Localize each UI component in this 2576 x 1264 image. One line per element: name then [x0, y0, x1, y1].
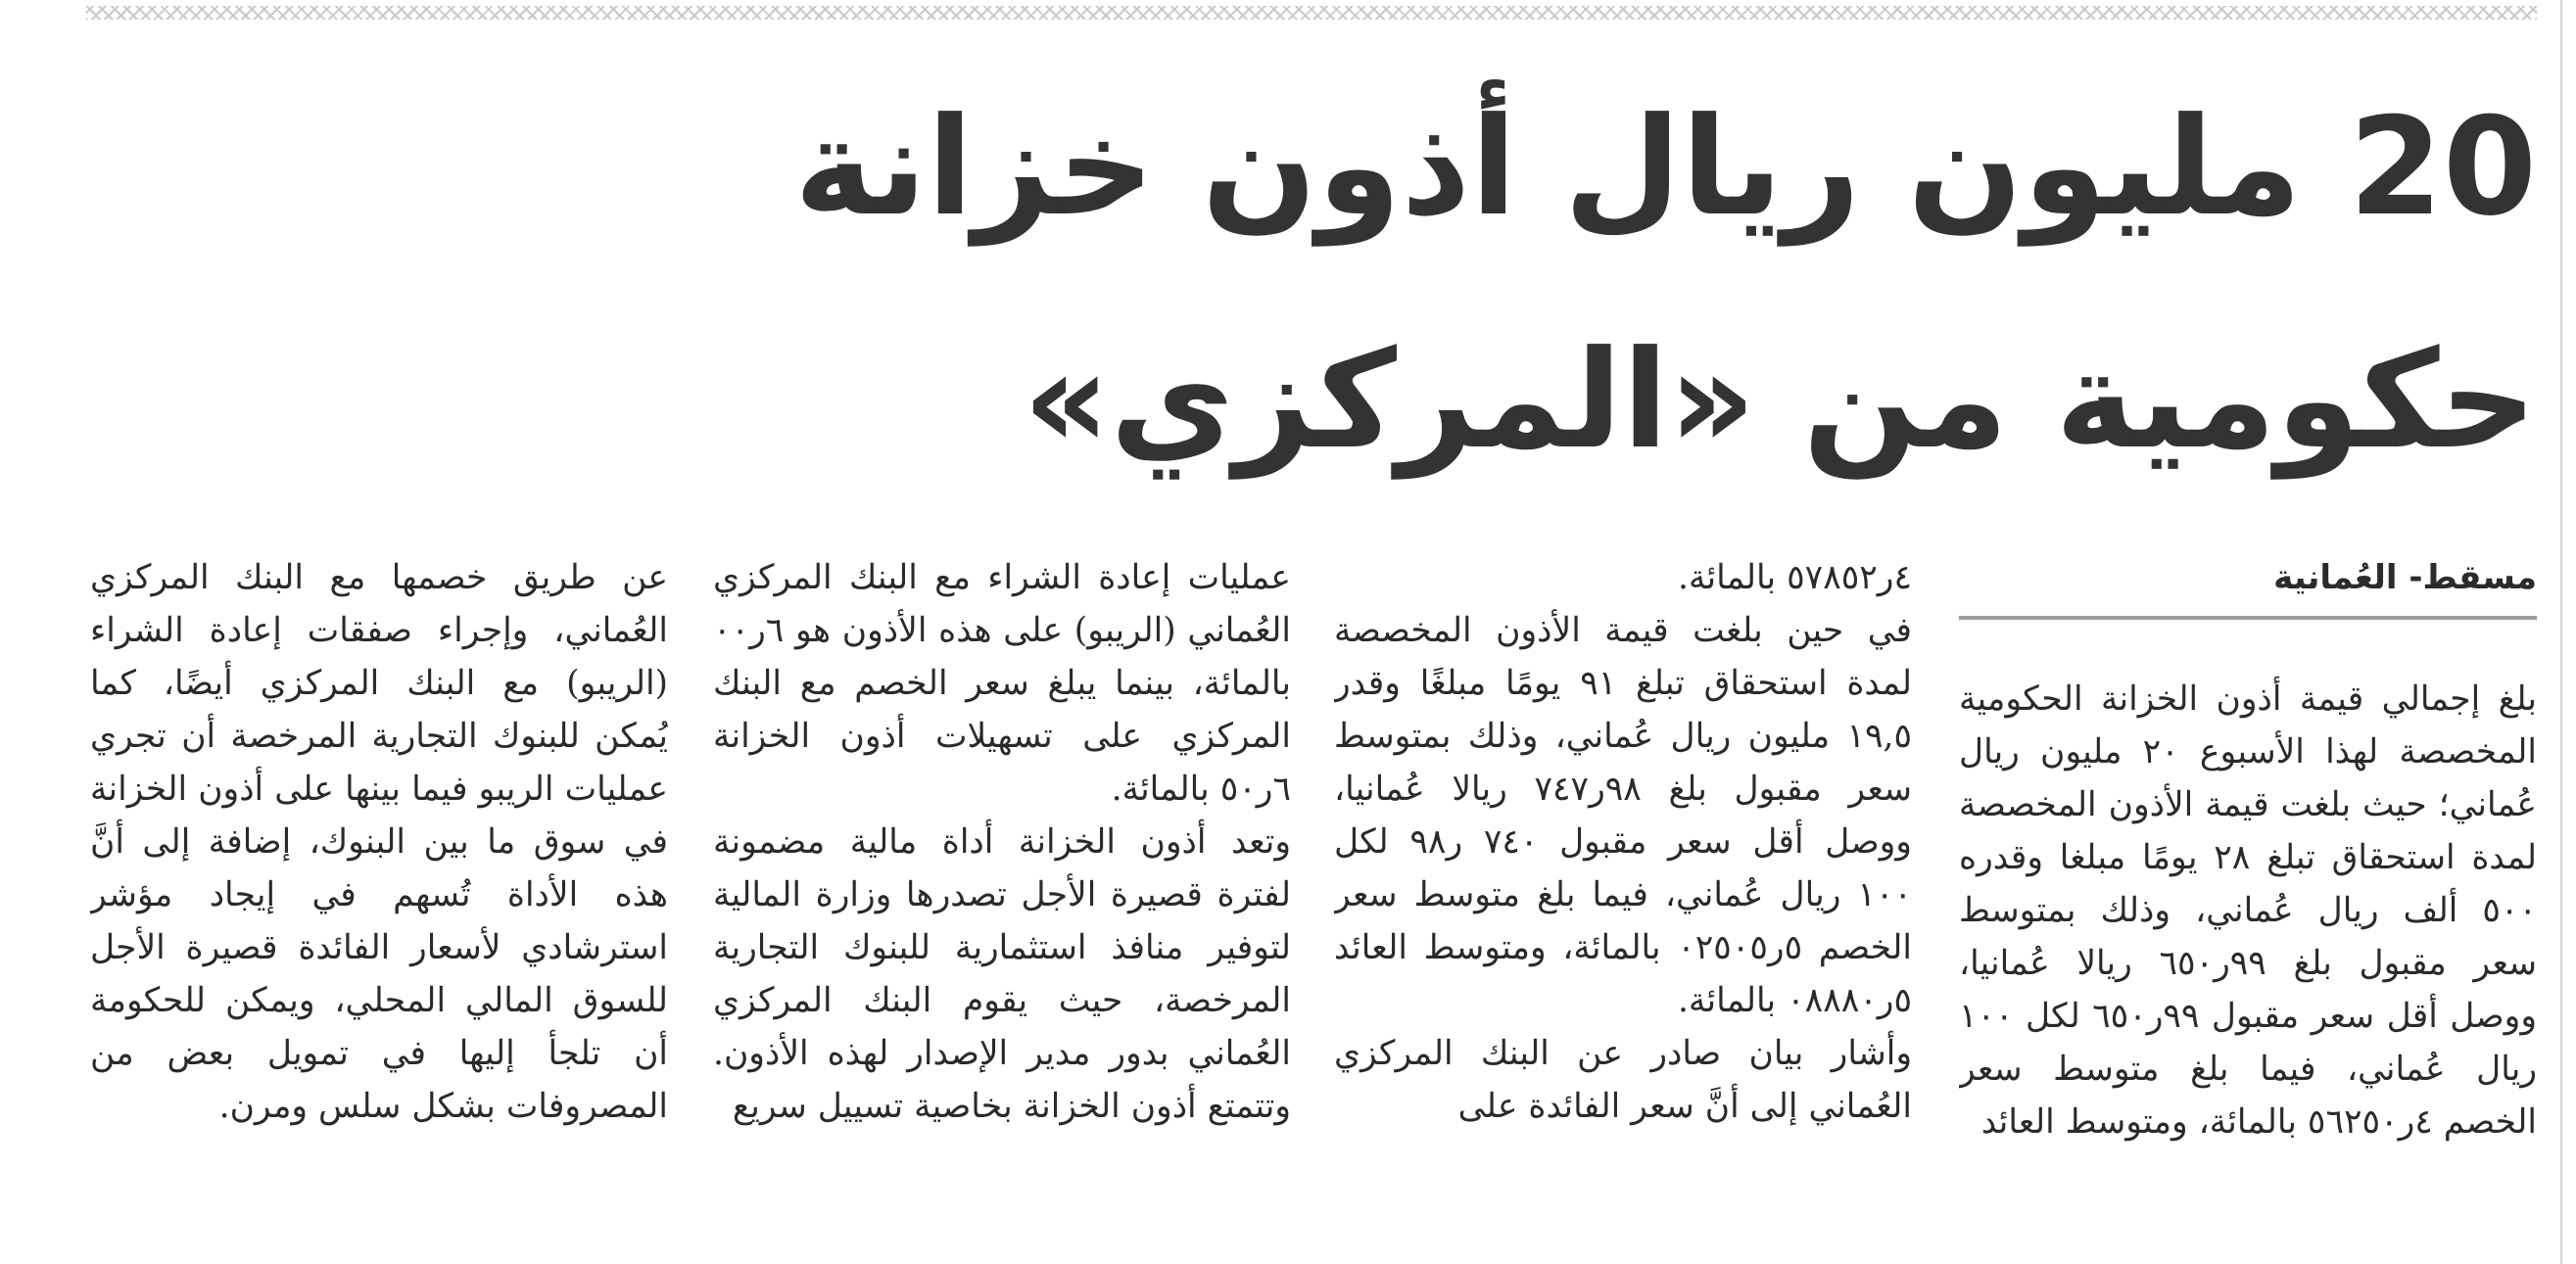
paragraph: في حين بلغت قيمة الأذون المخصصة لمدة استحقاق تبلغ ٩١ يومًا مبلغًا وقدر ١٩,٥ مليون ريال عُماني، وذلك بمتوسط سعر مقبول بلغ ٩٨ر٧٤٧ ريالا عُمانيا، ووصل أقل سعر مقبول ٧٤٠ ر٩٨ لكل ١٠٠ ريال عُماني، فيما بلغ متوسط سعر الخصم ٥ر٠٢٥٠٥ بالمائة، ومتوسط العائد ٥ر٠٨٨٨٠ بالمائة. [1334, 611, 1912, 1020]
byline: مسقط- العُمانية [1959, 551, 2537, 620]
paragraph: ٤ر٥٧٨٥٢ بالمائة. [1678, 558, 1912, 597]
article-column-1 [1959, 551, 2537, 1256]
paragraph: عمليات إعادة الشراء مع البنك المركزي العُماني (الريبو) على هذه الأذون هو ٦ر٠٠ بالمائة، بينما يبلغ سعر الخصم مع البنك المركزي على تسهيلات أذون الخزانة ٦ر٥٠ بالمائة. [713, 558, 1291, 809]
headline-line-2: حكومية من «المركزي» [1023, 321, 2537, 479]
headline-line-1: 20 مليون ريال أذون خزانة [793, 88, 2537, 246]
paragraph: وتعد أذون الخزانة أداة مالية مضمونة لفترة قصيرة الأجل تصدرها وزارة المالية لتوفير منافذ استثمارية للبنوك التجارية المرخصة، حيث يقوم البنك المركزي العُماني بدور مدير الإصدار لهذه الأذون. وتتمتع أذون الخزانة بخاصية تسييل سريع [713, 822, 1291, 1126]
paragraph: وأشار بيان صادر عن البنك المركزي العُماني إلى أنَّ سعر الفائدة على [1334, 1034, 1912, 1126]
article-column-4 [90, 551, 668, 1256]
decorative-top-border [86, 6, 2537, 20]
article-body [0, 551, 2576, 1256]
headline [29, 51, 2537, 517]
article-column-3 [713, 551, 1291, 1256]
paragraph: عن طريق خصمها مع البنك المركزي العُماني، وإجراء صفقات إعادة الشراء (الريبو) مع البنك المركزي أيضًا، كما يُمكن للبنوك التجارية المرخصة أن تجري عمليات الريبو فيما بينها على أذون الخزانة في سوق ما بين البنوك، إضافة إلى أنَّ هذه الأداة تُسهم في إيجاد مؤشر استرشادي لأسعار الفائدة قصيرة الأجل للسوق المالي المحلي، ويمكن للحكومة أن تلجأ إليها في تمويل بعض من المصروفات بشكل سلس ومرن. [90, 558, 668, 1126]
article-column-2 [1334, 551, 1912, 1256]
paragraph: بلغ إجمالي قيمة أذون الخزانة الحكومية المخصصة لهذا الأسبوع ٢٠ مليون ريال عُماني؛ حيث بلغت قيمة الأذون المخصصة لمدة استحقاق تبلغ ٢٨ يومًا مبلغا وقدره ٥٠٠ ألف ريال عُماني، وذلك بمتوسط سعر مقبول بلغ ٩٩ر٦٥٠ ريالا عُمانيا، ووصل أقل سعر مقبول ٩٩ر٦٥٠ لكل ١٠٠ ريال عُماني، فيما بلغ متوسط سعر الخصم ٤ر٥٦٢٥٠ بالمائة، ومتوسط العائد [1959, 679, 2537, 1142]
